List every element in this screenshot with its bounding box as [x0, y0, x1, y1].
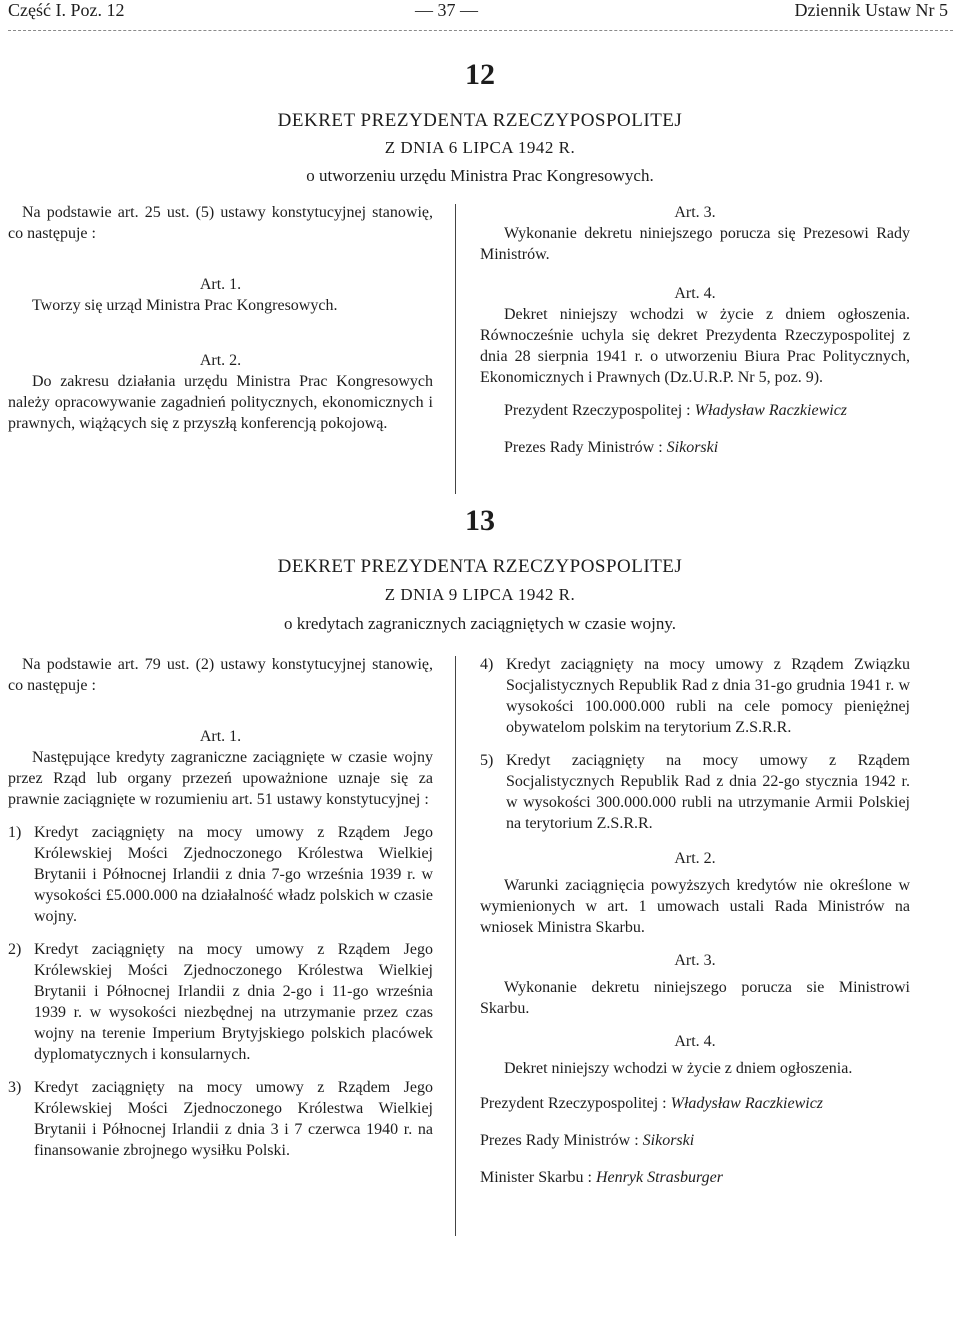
decree-13-left-column [8, 654, 433, 1161]
decree-13-signature-pm [480, 1130, 910, 1151]
credit-item [480, 750, 910, 834]
decree-12-title: DEKRET PREZYDENTA RZECZYPOSPOLITEJ [277, 110, 683, 131]
column-divider-upper [455, 204, 456, 494]
decree-12-art3-text: Wykonanie dekretu niniejszego porucza się Prezesowi Rady Ministrów. [480, 225, 910, 263]
decree-12-art3-heading: Art. 3. [674, 204, 716, 221]
decree-13-signature-president [480, 1093, 910, 1114]
decree-12-art4-text: Dekret niniejszy wchodzi w życie z dniem ogłoszenia. Równocześnie uchyla się dekret Prezydenta Rzeczypospolitej z dnia 28 sierpnia 1941 r. o utworzeniu Biura Prac Politycznych, Ekonomicznych i Prawnych (Dz.U.R.P. Nr 5, poz. 9). [480, 306, 910, 386]
decree-12-signature-president [480, 400, 910, 421]
credit-item-number: 3) [8, 1079, 22, 1096]
signature-label: Prezes Rady Ministrów : [480, 1132, 639, 1149]
credit-item-number: 2) [8, 941, 22, 958]
decree-12-art4-heading: Art. 4. [674, 285, 716, 302]
decree-13-art4-text: Dekret niniejszy wchodzi w życie z dniem ogłoszenia. [504, 1060, 853, 1077]
header-page-number: — 37 — [415, 0, 478, 20]
decree-12-number: 12 [465, 58, 495, 91]
signature-label: Prezydent Rzeczypospolitej : [480, 1095, 667, 1112]
decree-13-art1-text: Następujące kredyty zagraniczne zaciągnięte w czasie wojny przez Rząd lub organy przezeń upoważnione uznaje się za prawnie zaciągnięte w rozumieniu art. 51 ustawy konstytucyjnej : [8, 749, 433, 808]
header-rule [8, 30, 953, 31]
signature-label: Minister Skarbu : [480, 1169, 592, 1186]
credit-item-text: Kredyt zaciągnięty na mocy umowy z Rządem Jego Królewskiej Mości Zjednoczonego Królestwa Wielkiej Brytanii i Północnej Irlandii z dnia 7-go września 1939 r. w wysokości £5.000.000 na działalność władz polskich w czasie wojny. [34, 824, 433, 925]
credit-item [8, 939, 433, 1065]
decree-13-subject: o kredytach zagranicznych zaciągniętych w czasie wojny. [283, 614, 677, 633]
credit-item-text: Kredyt zaciągnięty na mocy umowy z Rządem Jego Królewskiej Mości Zjednoczonego Królestwa Wielkiej Brytanii i Północnej Irlandii z dnia 2-go i 11-go września 1939 r. w wysokości niezbędnej na utrzymanie przez czas wojny na terenie Imperium Brytyjskiego polskich placówek dyplomatycznych i konsularnych. [34, 941, 433, 1063]
decree-13-art4-heading: Art. 4. [674, 1033, 716, 1050]
decree-13-date: Z DNIA 9 LIPCA 1942 R. [384, 585, 576, 604]
credit-item [8, 1077, 433, 1161]
decree-13-signature-treasury [480, 1167, 910, 1188]
credit-item [8, 822, 433, 927]
header-journal: Dziennik Ustaw Nr 5 [794, 0, 948, 20]
credit-item-text: Kredyt zaciągnięty na mocy umowy z Rządem Socjalistycznych Republik Rad z dnia 22-go stycznia 1942 r. w wysokości 300.000.000 rubli na utrzymanie Armii Polskiej na terytorium Z.S.R.R. [506, 752, 910, 832]
decree-12-art1-heading: Art. 1. [199, 276, 242, 293]
decree-13-number: 13 [465, 504, 495, 537]
decree-13-title: DEKRET PREZYDENTA RZECZYPOSPOLITEJ [277, 556, 683, 577]
signature-name: Henryk Strasburger [596, 1169, 723, 1186]
decree-13-art2-text: Warunki zaciągnięcia powyższych kredytów nie określone w wymienionych w art. 1 umowach ustali Rada Ministrów na wniosek Ministra Skarbu. [480, 877, 910, 936]
decree-12-right-column [480, 202, 910, 458]
signature-label: Prezes Rady Ministrów : [504, 439, 663, 456]
credit-item-text: Kredyt zaciągnięty na mocy umowy z Rządem Związku Socjalistycznych Republik Rad z dnia 31-go grudnia 1941 r. w wysokości 100.000.000 rubli na cele pomocy pieniężnej obywatelom polskim na terytorium Z.S.R.R. [506, 656, 910, 736]
decree-13-art3-heading: Art. 3. [674, 952, 716, 969]
signature-name: Sikorski [642, 1132, 695, 1149]
decree-12-left-column [8, 202, 433, 434]
signature-label: Prezydent Rzeczypospolitej : [504, 402, 691, 419]
credit-item-number: 1) [8, 824, 22, 841]
decree-13-art3-text: Wykonanie dekretu niniejszego porucza sie Ministrowi Skarbu. [480, 979, 910, 1017]
decree-13-art1-heading: Art. 1. [199, 728, 242, 745]
signature-name: Władysław Raczkiewicz [670, 1095, 824, 1112]
decree-12-date: Z DNIA 6 LIPCA 1942 R. [384, 138, 576, 157]
decree-12-subject: o utworzeniu urzędu Ministra Prac Kongresowych. [306, 166, 654, 185]
credit-item-text: Kredyt zaciągnięty na mocy umowy z Rządem Jego Królewskiej Mości Zjednoczonego Królestwa Wielkiej Brytanii i Północnej Irlandii z dnia 3 i 7 czerwca 1940 r. na finansowanie zbrojnego wysiłku Polski. [34, 1079, 433, 1159]
decree-12-preamble: Na podstawie art. 25 ust. (5) ustawy konstytucyjnej stanowię, co następuje : [8, 204, 433, 242]
decree-13-preamble: Na podstawie art. 79 ust. (2) ustawy konstytucyjnej stanowię, co następuje : [8, 656, 433, 694]
credit-item [480, 654, 910, 738]
decree-12-art2-text: Do zakresu działania urzędu Ministra Prac Kongresowych należy opracowywanie zagadnień politycznych, ekonomicznych i prawnych, wiążących się z przyszłą konferencją pokojową. [8, 373, 433, 432]
credit-item-number: 5) [480, 752, 494, 769]
header-left: Część I. Poz. 12 [8, 0, 125, 20]
signature-name: Władysław Raczkiewicz [694, 402, 848, 419]
decree-12-art1-text: Tworzy się urząd Ministra Prac Kongresowych. [32, 297, 338, 314]
decree-12-art2-heading: Art. 2. [199, 352, 242, 369]
column-divider-lower [455, 656, 456, 1236]
decree-13-art2-heading: Art. 2. [674, 850, 716, 867]
decree-13-right-column [480, 654, 910, 1188]
decree-12-signature-pm [480, 437, 910, 458]
signature-name: Sikorski [666, 439, 719, 456]
credit-item-number: 4) [480, 656, 494, 673]
